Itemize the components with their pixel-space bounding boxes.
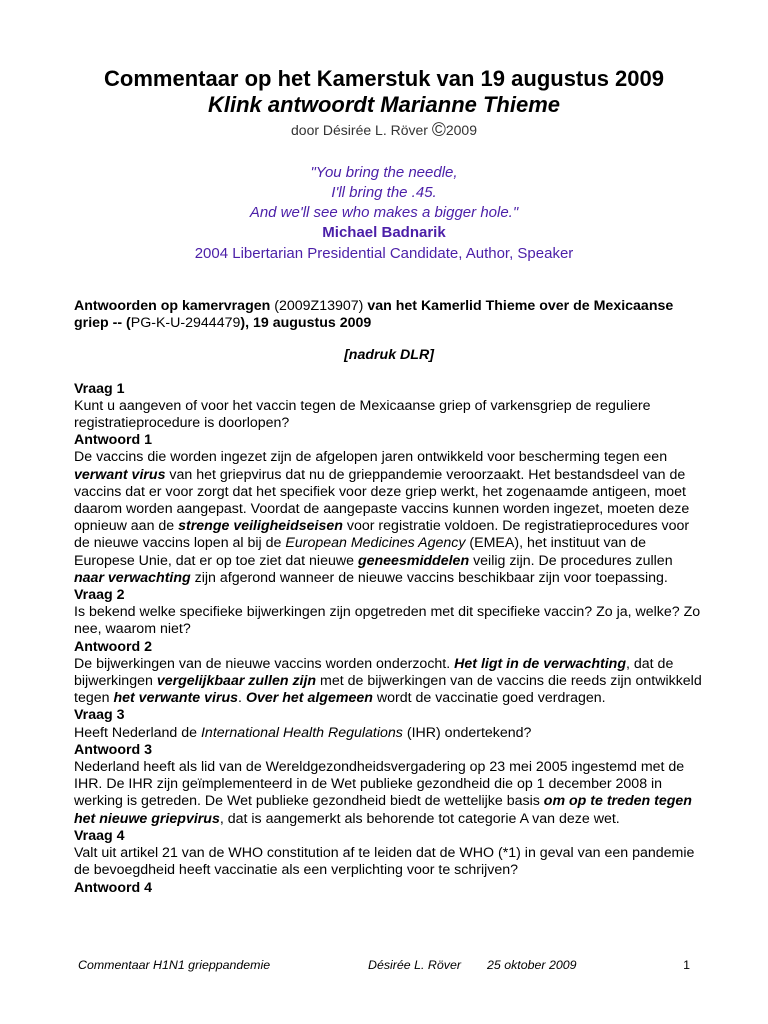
copyright-symbol: © <box>431 120 446 141</box>
quote-author: Michael Badnarik <box>322 224 446 241</box>
answer-2-emphasis: Over het algemeen <box>245 690 373 707</box>
page-footer <box>78 958 690 976</box>
question-3-part: (IHR) ondertekend? <box>402 724 532 741</box>
quote-credentials: 2004 Libertarian Presidential Candidate, Author, Speaker <box>194 245 574 262</box>
answer-1-part: De vaccins die worden ingezet zijn de afgelopen jaren ontwikkeld voor bescherming tegen een <box>74 449 668 466</box>
question-1-label: Vraag 1 <box>74 380 125 397</box>
question-2-label: Vraag 2 <box>74 587 125 604</box>
answer-2-part: wordt de vaccinatie goed verdragen. <box>372 690 606 707</box>
answer-2-emphasis: Het ligt in de verwachting <box>454 655 626 672</box>
answer-1-label: Antwoord 1 <box>74 432 153 449</box>
question-3-text <box>74 725 704 742</box>
answer-2-emphasis: het verwante virus <box>113 690 239 707</box>
qa-section <box>74 381 704 897</box>
intro-bold-2: van het Kamerlid Thieme over de Mexicaanse griep -- ( <box>74 298 674 332</box>
answer-1-emphasis: geneesmiddelen <box>357 552 470 569</box>
answer-2-part: . <box>238 690 246 707</box>
answer-1-part: zijn afgerond wanneer de nieuwe vaccins beschikbaar zijn voor toepassing. <box>190 569 668 586</box>
author-prefix: door Désirée L. Röver <box>291 122 432 138</box>
intro-normal-2: PG-K-U-2944479 <box>130 315 241 332</box>
emphasis-note: [nadruk DLR] <box>344 347 434 364</box>
answer-2-part: , dat de bijwerkingen <box>74 655 674 690</box>
quote-line-3: And we'll see who makes a bigger hole." <box>249 204 519 221</box>
intro-paragraph <box>74 298 704 332</box>
answer-1-part: veilig zijn. De procedures zullen <box>469 552 673 569</box>
question-3-label: Vraag 3 <box>74 707 125 724</box>
answer-1-text <box>74 449 704 587</box>
question-4-text: Valt uit artikel 21 van de WHO constitution af te leiden dat de WHO (*1) in geval van een pandemie de bevoegdheid heeft vaccinatie als een verplichting voor te schrijven? <box>74 845 695 879</box>
intro-bold-3: ), 19 augustus 2009 <box>240 315 372 332</box>
answer-1-emphasis: strenge veiligheidseisen <box>178 518 343 535</box>
answer-1-emphasis: verwant virus <box>74 466 166 483</box>
intro-bold-1: Antwoorden op kamervragen <box>74 298 271 314</box>
answer-1-emphasis: naar verwachting <box>74 569 191 586</box>
document-title: Commentaar op het Kamerstuk van 19 augustus 2009 <box>104 66 664 91</box>
quote-line-1: "You bring the needle, <box>310 164 458 181</box>
answer-2-part: De bijwerkingen van de nieuwe vaccins worden onderzocht. <box>74 655 455 672</box>
answer-2-label: Antwoord 2 <box>74 638 153 655</box>
page-number: 1 <box>683 958 690 972</box>
answer-1-part: voor registratie voldoen. De registratieprocedures voor de nieuwe vaccins lopen al bij de <box>74 518 690 552</box>
answer-3-label: Antwoord 3 <box>74 741 153 758</box>
answer-3-part: , dat is aangemerkt als behorende tot categorie A van deze wet. <box>219 810 620 827</box>
answer-4-label: Antwoord 4 <box>74 879 153 896</box>
document-subtitle: Klink antwoordt Marianne Thieme <box>207 92 561 117</box>
answer-2-text <box>74 656 704 708</box>
question-4-label: Vraag 4 <box>74 827 125 844</box>
document-header <box>0 66 768 265</box>
answer-2-emphasis: vergelijkbaar zullen zijn <box>156 673 317 690</box>
question-2-text: Is bekend welke specifieke bijwerkingen zijn opgetreden met dit specifieke vaccin? Zo ja, welke? Zo nee, waarom niet? <box>74 604 701 638</box>
document-body <box>74 298 704 897</box>
question-1-text: Kunt u aangeven of voor het vaccin tegen de Mexicaanse griep of varkensgriep de reguliere registratieprocedure is doorlopen? <box>74 397 651 432</box>
answer-2-part: met de bijwerkingen van de vaccins die reeds zijn ontwikkeld tegen <box>74 673 702 707</box>
footer-title: Commentaar H1N1 grieppandemie <box>78 958 271 972</box>
question-3-italic: International Health Regulations <box>200 724 403 741</box>
answer-3-part: Nederland heeft als lid van de Wereldgezondheidsvergadering op 23 mei 2005 ingestemd met de IHR. De IHR zijn geïmplementeerd in de Wet publieke gezondheid die op 1 december 2008 in werking is getreden. De Wet publieke gezondheid biedt de wettelijke basis <box>74 759 685 810</box>
answer-1-italic: European Medicines Agency <box>285 535 466 552</box>
quote-line-2: I'll bring the .45. <box>331 184 437 201</box>
answer-1-part: van het griepvirus dat nu de grieppandemie veroorzaakt. Het bestandsdeel van de vaccins dat er voor zorgt dat het specifiek voor deze griep werkt, het zogenaamde antigeen, moet daarom worden aangepast. Voordat de aangepaste vaccins kunnen worden ingezet, moeten deze opnieuw aan de <box>74 466 690 535</box>
intro-normal-1: (2009Z13907) <box>270 298 368 314</box>
answer-3-emphasis: om op te treden tegen het nieuwe griepvirus <box>74 793 692 827</box>
copyright-year: 2009 <box>445 122 477 138</box>
question-3-part: Heeft Nederland de <box>74 724 201 741</box>
epigraph-quote <box>0 163 768 223</box>
answer-3-text <box>74 759 704 828</box>
footer-author: Désirée L. Röver <box>368 958 461 972</box>
footer-date: 25 oktober 2009 <box>487 958 577 972</box>
answer-1-part: (EMEA), het instituut van de Europese Unie, dat er op toe ziet dat nieuwe <box>74 535 647 569</box>
author-line <box>0 120 768 141</box>
